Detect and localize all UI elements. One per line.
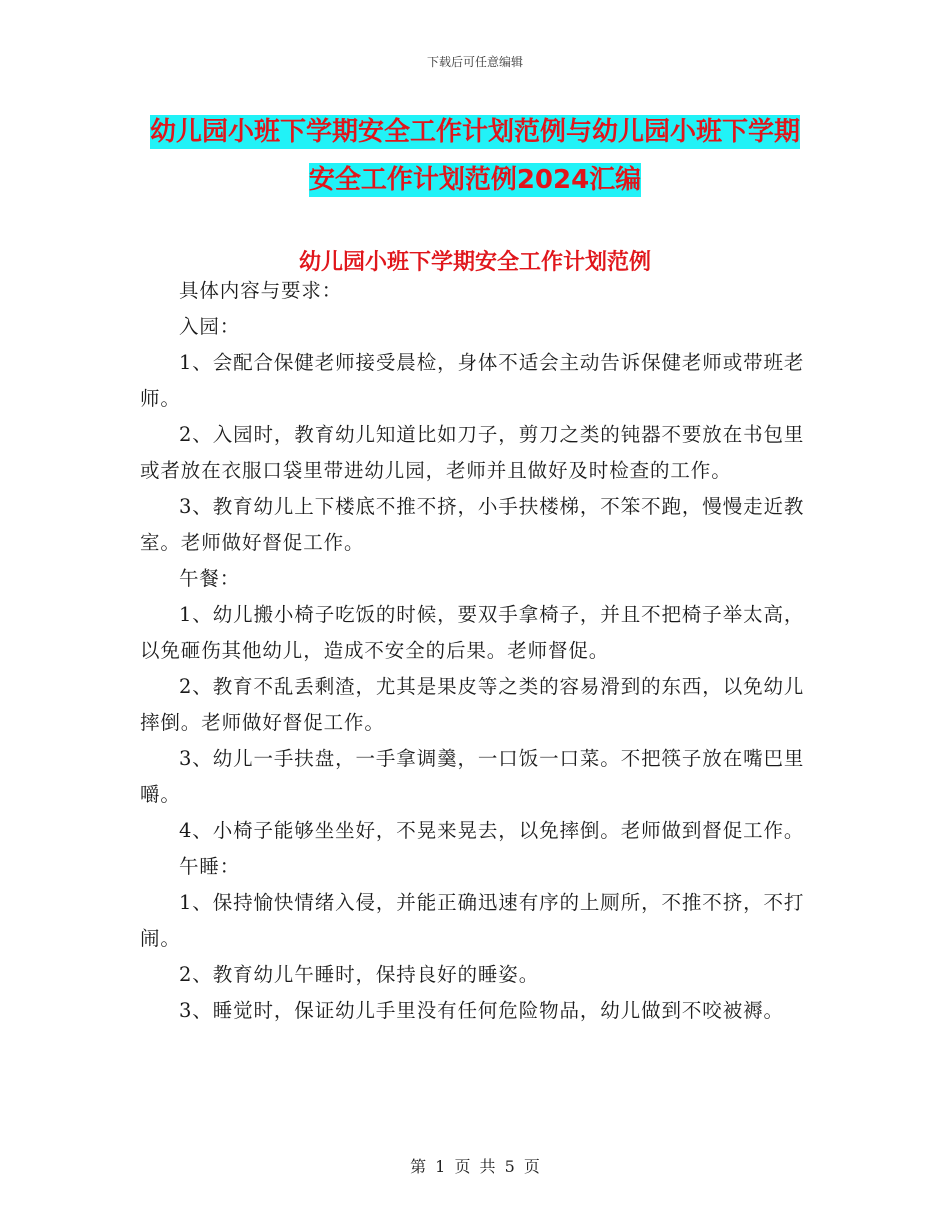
paragraph: 3、幼儿一手扶盘，一手拿调羹，一口饭一口菜。不把筷子放在嘴巴里嚼。 bbox=[140, 747, 805, 806]
header-note: 下载后可任意编辑 bbox=[426, 55, 523, 69]
document-title bbox=[140, 108, 810, 204]
paragraph: 2、教育幼儿午睡时，保持良好的睡姿。 bbox=[179, 963, 540, 986]
page-number: 第 1 页 共 5 页 bbox=[410, 1157, 540, 1176]
paragraph: 4、小椅子能够坐坐好，不晃来晃去，以免摔倒。老师做到督促工作。 bbox=[179, 819, 805, 842]
paragraph: 具体内容与要求： bbox=[179, 279, 343, 302]
paragraph: 2、入园时，教育幼儿知道比如刀子，剪刀之类的钝器不要放在书包里或者放在衣服口袋里带进幼儿园，老师并且做好及时检查的工作。 bbox=[140, 423, 805, 482]
paragraph: 1、幼儿搬小椅子吃饭的时候，要双手拿椅子，并且不把椅子举太高，以免砸伤其他幼儿，造成不安全的后果。老师督促。 bbox=[140, 603, 805, 662]
paragraph: 3、教育幼儿上下楼底不推不挤，小手扶楼梯，不笨不跑，慢慢走近教室。老师做好督促工作。 bbox=[140, 495, 805, 554]
document-title-text: 幼儿园小班下学期安全工作计划范例与幼儿园小班下学期安全工作计划范例2024汇编 bbox=[149, 117, 800, 195]
paragraph: 2、教育不乱丢剩渣，尤其是果皮等之类的容易滑到的东西，以免幼儿摔倒。老师做好督促工作。 bbox=[140, 675, 805, 734]
paragraph: 午餐： bbox=[179, 567, 241, 590]
paragraph: 午睡： bbox=[179, 855, 241, 878]
paragraph: 3、睡觉时，保证幼儿手里没有任何危险物品，幼儿做到不咬被褥。 bbox=[179, 999, 784, 1022]
document-body bbox=[140, 273, 812, 1029]
paragraph: 1、保持愉快情绪入侵，并能正确迅速有序的上厕所，不推不挤，不打闹。 bbox=[140, 891, 805, 950]
section-title: 幼儿园小班下学期安全工作计划范例 bbox=[298, 250, 651, 275]
paragraph: 入园： bbox=[179, 315, 241, 338]
paragraph: 1、会配合保健老师接受晨检，身体不适会主动告诉保健老师或带班老师。 bbox=[140, 351, 805, 410]
